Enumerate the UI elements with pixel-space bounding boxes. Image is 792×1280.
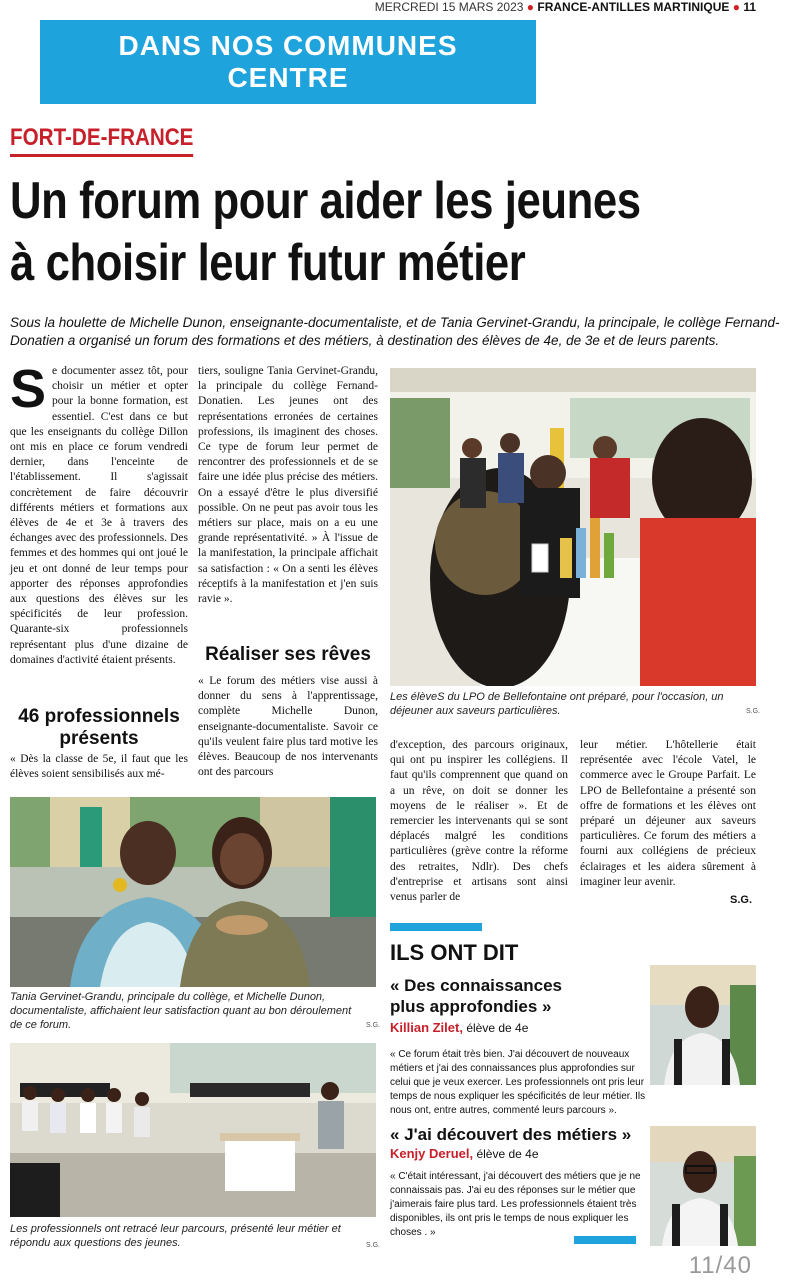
quote-2-author [390, 1146, 640, 1161]
quote-2-name: Kenjy Deruel, [390, 1146, 474, 1161]
photo-lpo-lunch [390, 368, 756, 686]
separator-dot-icon: ● [526, 0, 538, 14]
header-page-number: 11 [743, 0, 756, 14]
ils-ont-dit-top-bar [390, 923, 482, 931]
column-1-paragraph-1: e documenter assez tôt, pour choisir un métier et opter pour la bonne formation, est essentiel. C'est dans ce but que les enseignants du collège Dillon ont mis en place ce forum vendredi dernier, dans l'enceinte de l'établissement. Il s'agissait concrètement de faire découvrir différents métiers et formations aux élèves de 4e et 3e à travers des échanges avec des professionnels. Des femmes et des hommes qui ont joué le jeu et ont donné de leur temps pour apporter des réponses approfondies aux questions des élèves sur les spécificités de leur profession. Quarante-six professionnels représentant plus d'une dizaine de domaines d'activité étaient présents. [10, 365, 188, 666]
quote-1-title: « Des connaissances plus approfondies » [390, 976, 562, 1016]
page-header [375, 0, 756, 14]
article-column-2: tiers, souligne Tania Gervinet-Grandu, la principale du collège Fernand-Donatien. Les jeunes ont des représentations erronées de certaines professions, ils imaginent des choses. Ce type de forum leur permet de rencontrer des professionnels et de se faire une idée plus précise des métiers. On a essayé d'être le plus diversifié possible. On ne peut pas avoir tous les métiers sur place, mais on a eu une grande représentativité. » À l'issue de la manifestation, la principale affichait sa satisfaction : « On a senti les élèves réceptifs à la manifestation et j'en suis ravie ». [198, 365, 378, 606]
header-publication: FRANCE-ANTILLES MARTINIQUE [537, 0, 730, 14]
subhead-realiser-ses-reves: Réaliser ses rêves [205, 644, 371, 665]
drop-cap: S [10, 359, 47, 419]
photo-kenjy-deruel [650, 1126, 756, 1246]
banner-line-2: CENTRE [227, 62, 349, 93]
lunch-scene-illustration [390, 368, 756, 686]
quote-1-role: élève de 4e [466, 1021, 529, 1035]
quote-2-title: « J'ai découvert des métiers » [390, 1125, 632, 1144]
quote-1-author [390, 1020, 640, 1035]
page-indicator: 11/40 [688, 1252, 752, 1279]
caption-classroom-session: Les professionnels ont retracé leur parcours, présenté leur métier et répondu aux questions des jeunes. [10, 1223, 341, 1249]
column-1-paragraph-2: « Dès la classe de 5e, il faut que les élèves soient sensibilisés aux mé- [10, 753, 188, 781]
article-column-3: d'exception, des parcours originaux, qui ont pu inspirer les collégiens. Il faut qu'ils comprennent que quand on a un rêve, on doit se donner les moyens de le réaliser ». Et de remercier les intervenants qui se sont déplacés malgré les conditions particulières (grève contre la réforme des retraites, Ndlr). Des chefs d'entreprise et artisans sont ainsi venus parler de [390, 739, 568, 904]
student-portrait-illustration [650, 1126, 756, 1246]
article-column-1 [10, 359, 188, 668]
quote-2-role: élève de 4e [476, 1147, 539, 1161]
two-women-illustration [10, 797, 376, 987]
photo-killian-zilet [650, 965, 756, 1085]
caption-principal-documentalist: Tania Gervinet-Grandu, principale du collège, et Michelle Dunon, documentaliste, affichaient leur satisfaction quant au bon déroulement de ce forum. [10, 991, 352, 1031]
article-kicker: FORT-DE-FRANCE [10, 124, 193, 157]
student-portrait-illustration [650, 965, 756, 1085]
article-lead: Sous la houlette de Michelle Dunon, enseignante-documentaliste, et de Tania Gervinet-Grandu, la principale, le collège Fernand-Donatien a organisé un forum des formations et des métiers, à destination des élèves de 4e, de 3e et de leurs parents. [10, 315, 780, 348]
article-signature: S.G. [730, 894, 753, 906]
separator-dot-icon: ● [732, 0, 744, 14]
credit-lpo-lunch: S.G. [746, 708, 761, 715]
photo-principal-documentalist [10, 797, 376, 987]
article-column-4: leur métier. L'hôtellerie était représentée avec l'école Vatel, le commerce avec le Groupe Parfait. Le LPO de Bellefontaine a présenté son offre de formations et les élèves ont préparé un déjeuner aux saveurs particulières. Ce forum des métiers a fourni aux collégiens de précieux éclairages et les aidera sûrement à imaginer leur avenir. [580, 739, 756, 888]
quote-1-name: Killian Zilet, [390, 1020, 463, 1035]
subhead-46-professionnels: 46 professionnels présents [18, 706, 180, 749]
caption-lpo-lunch: Les élèveS du LPO de Bellefontaine ont préparé, pour l'occasion, un déjeuner aux saveurs particulières. [390, 691, 724, 717]
quote-2-text: « C'était intéressant, j'ai découvert des métiers que je ne connaissais pas. J'ai eu des réponses sur le métier que j'aimerais faire plus tard. Les professionnels étaient très disponibles, ils ont pris le temps de nous expliquer les choses . » [390, 1171, 641, 1238]
classroom-illustration [10, 1043, 376, 1217]
banner-line-1: DANS NOS COMMUNES [118, 30, 458, 61]
quote-1-text: « Ce forum était très bien. J'ai découvert de nouveaux métiers et j'ai des connaissances plus approfondies sur celui que je veux exercer. Les professionnels ont pris leur temps de nous expliquer les spécificités de leur métier. Ils nous ont, entre autres, commenté leurs parcours ». [390, 1049, 646, 1116]
header-date: MERCREDI 15 MARS 2023 [374, 0, 524, 14]
column-2-paragraph-2: « Le forum des métiers vise aussi à donner du sens à l'apprentissage, complète Michelle Dunon, enseignante-documentaliste. Savoir ce qu'ils veulent faire plus tard motive les élèves. Beaucoup de nos intervenants ont des parcours [198, 675, 378, 779]
section-banner [40, 20, 536, 104]
article-headline [10, 170, 648, 294]
headline-line-2: à choisir leur futur métier [10, 234, 526, 292]
credit-classroom-session: S.G. [366, 1242, 381, 1249]
ils-ont-dit-heading: ILS ONT DIT [390, 940, 519, 965]
credit-principal-documentalist: S.G. [366, 1022, 381, 1029]
ils-ont-dit-bottom-bar [574, 1236, 636, 1244]
headline-line-1: Un forum pour aider les jeunes [10, 172, 641, 230]
photo-classroom-session [10, 1043, 376, 1217]
